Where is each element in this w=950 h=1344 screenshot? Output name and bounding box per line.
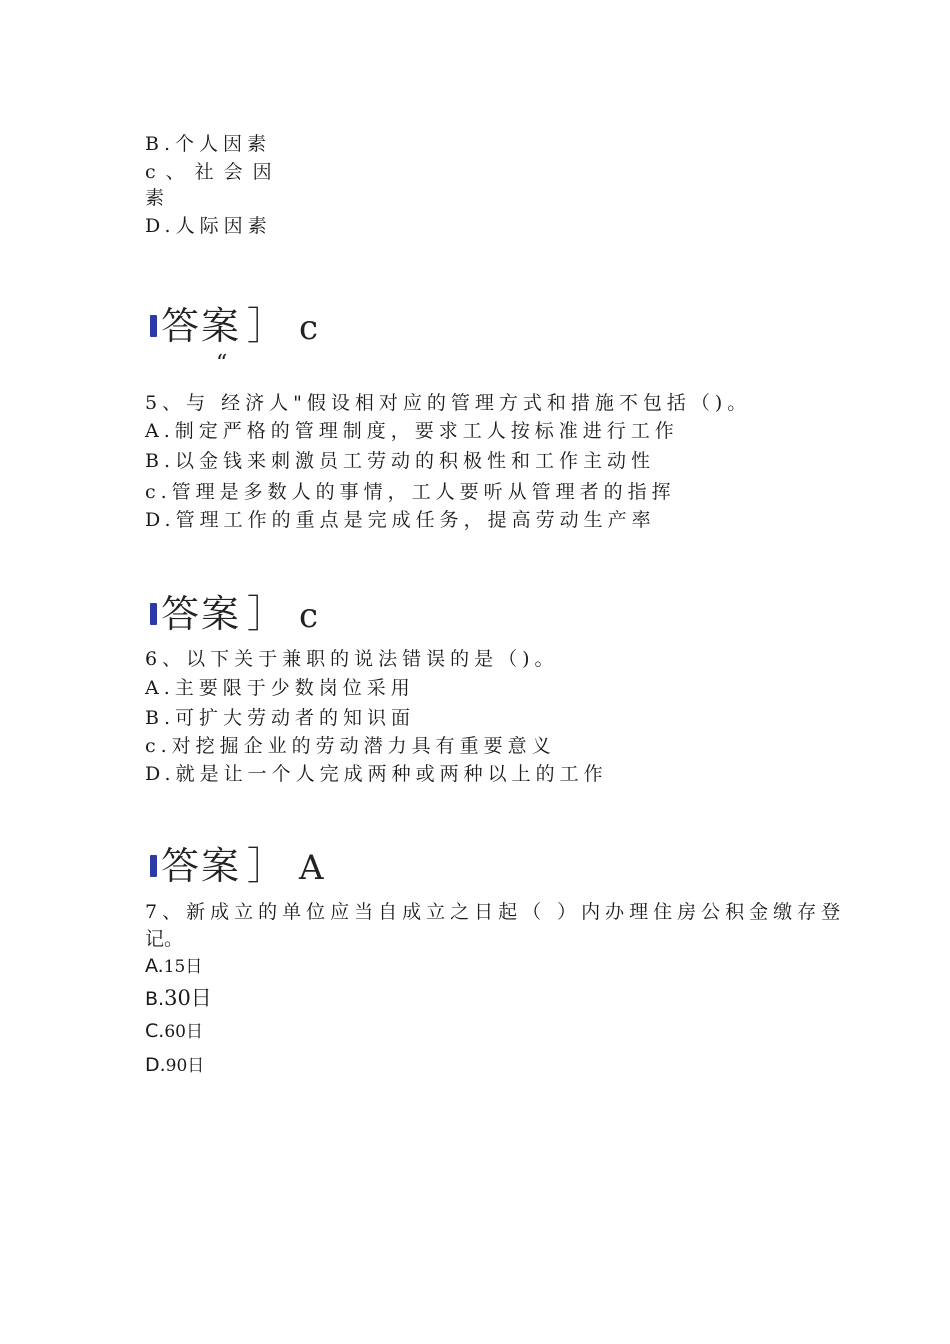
q7-option-a — [145, 954, 202, 979]
left-bracket-mark — [150, 315, 157, 337]
answer-label: 答案 — [161, 844, 242, 888]
q6-stem: 6、以下关于兼职的说法错误的是（)。 — [145, 648, 559, 670]
answer-label: 答案 — [161, 592, 242, 636]
q6-option-d: D.就是让一个人完成两种或两种以上的工作 — [145, 763, 608, 785]
stray-quote-mark: “ — [216, 351, 228, 376]
answer-line-6 — [150, 844, 324, 890]
answer-value: c — [299, 596, 319, 636]
option-value: 90日 — [165, 1056, 205, 1076]
left-bracket-mark — [150, 855, 157, 877]
option-letter: B. — [145, 988, 165, 1010]
q7-option-d — [145, 1053, 204, 1078]
answer-value: A — [299, 848, 324, 888]
q5-option-a: A.制定严格的管理制度，要求工人按标准进行工作 — [145, 420, 679, 442]
q7-option-b — [145, 986, 212, 1011]
option-value: 30日 — [164, 986, 212, 1010]
right-bracket: ］ — [247, 844, 286, 888]
q5-option-b: B.以金钱来刺激员工劳动的积极性和工作主动性 — [145, 450, 656, 472]
q5-option-d: D.管理工作的重点是完成任务，提高劳动生产率 — [145, 509, 656, 531]
option-letter: D. — [145, 1054, 166, 1076]
option-value: 60日 — [164, 1022, 203, 1042]
answer-label: 答案 — [161, 304, 242, 348]
answer-line-4 — [150, 304, 318, 350]
q4-option-b: B.个人因素 — [145, 133, 272, 155]
q4-option-c-line2: 素 — [145, 187, 165, 209]
answer-line-5 — [150, 592, 318, 638]
q4-option-d: D.人际因素 — [145, 215, 272, 237]
q6-option-a: A.主要限于少数岗位采用 — [145, 677, 415, 699]
q7-stem-line2: 记。 — [145, 928, 184, 950]
q5-option-c: c.管理是多数人的事情，工人要听从管理者的指挥 — [145, 481, 676, 503]
option-value: 15日 — [163, 957, 203, 977]
q4-option-c-line1: c、社会因 — [145, 161, 282, 183]
q7-stem-line1: 7、新成立的单位应当自成立之日起（ ）内办理住房公积金缴存登 — [145, 901, 846, 923]
option-letter: A. — [145, 955, 164, 977]
option-letter: C. — [145, 1020, 165, 1042]
q5-stem: 5、与 经济人"假设相对应的管理方式和措施不包括（)。 — [145, 392, 752, 414]
right-bracket: ］ — [247, 592, 286, 636]
q7-option-c — [145, 1019, 203, 1044]
right-bracket: ］ — [247, 304, 286, 348]
q6-option-b: B.可扩大劳动者的知识面 — [145, 707, 416, 729]
q6-option-c: c.对挖掘企业的劳动潜力具有重要意义 — [145, 735, 556, 757]
answer-value: c — [299, 308, 319, 348]
left-bracket-mark — [150, 603, 157, 625]
